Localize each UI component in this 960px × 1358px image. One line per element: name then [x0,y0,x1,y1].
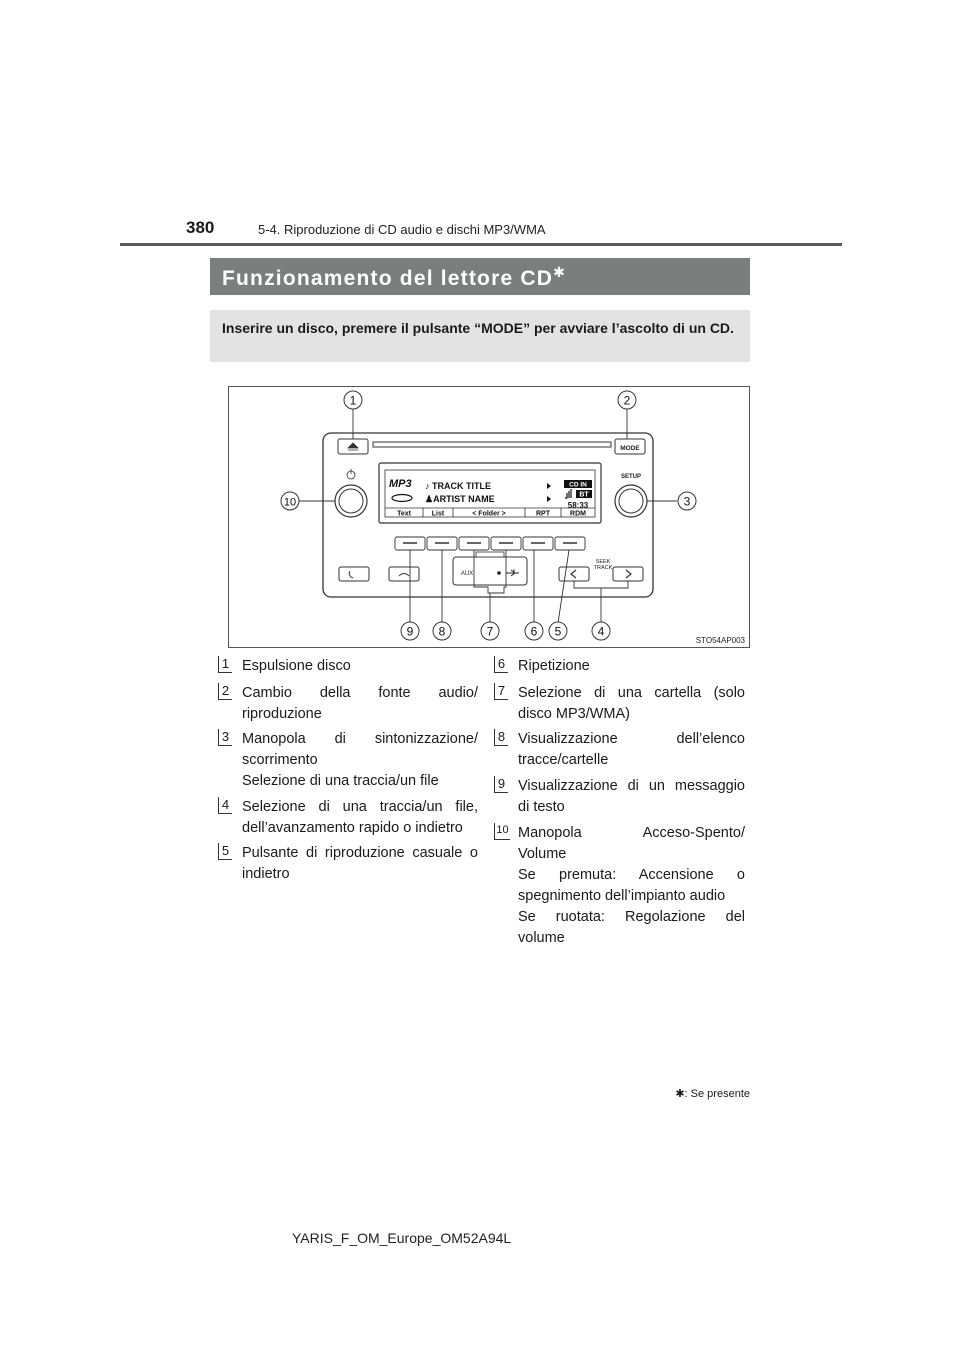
callout-5: 5 [554,624,562,639]
item-line: spegnimento dell’impianto audio [518,888,726,904]
item-line: Selezione di una traccia/un file, [242,799,478,815]
item-line: Manopola di sintonizzazione/ [242,731,478,747]
item-line: Manopola Acceso-Spento/ [518,825,745,841]
item-number: 7 [494,683,508,700]
page-title [222,264,566,291]
setup-label: SETUP [620,474,642,480]
seek-back-button [559,567,589,581]
softkey-rdm: RDM [570,510,586,518]
aux-label: AUX [460,571,474,577]
item-number: 5 [218,843,232,860]
item-line: volume [518,930,565,946]
item-line: Visualizzazione di un messaggio [518,778,745,794]
page-title-text: Funzionamento del lettore CD [222,267,554,290]
item-number: 6 [494,656,508,673]
item-number: 10 [494,823,510,840]
item-line: Ripetizione [518,658,590,674]
section-title: 5-4. Riproduzione di CD audio e dischi MP3/WMA [258,222,546,237]
seek-label: SEEK [595,559,611,565]
callout-1: 1 [349,393,357,408]
seek-forward-button [613,567,643,581]
callout-8: 8 [438,624,446,639]
item-number: 2 [218,683,232,700]
track-title: ♪ TRACK TITLE [425,481,491,491]
callout-7: 7 [486,624,494,639]
bt-label: BT [579,491,589,499]
item-number: 8 [494,729,508,746]
item-line: Espulsione disco [242,658,351,674]
softkey-list: List [431,510,445,518]
item-number: 3 [218,729,232,746]
radio-illustration [228,386,750,648]
softkey-rpt: RPT [536,510,550,518]
item-number: 9 [494,776,508,793]
callout-10: 10 [283,496,297,509]
softkey-text: Text [397,510,411,518]
item-line: Volume [518,846,567,862]
item-number: 1 [218,656,232,673]
intro-text: Inserire un disco, premere il pulsante “MODE” per avviare l’ascolto di un CD. [222,320,734,336]
callout-9: 9 [406,624,414,639]
item-line: Se premuta: Accensione o [518,867,745,883]
figure-code: STO54AP003 [695,636,745,645]
title-bar [210,258,750,295]
callout-4: 4 [597,624,605,639]
artist-name: ♟ARTIST NAME [425,494,495,504]
cd-in-label: CD IN [569,481,587,489]
volume-knob [335,485,367,517]
item-line: riproduzione [242,706,322,722]
track-label: TRACK [593,565,613,571]
item-line: indietro [242,866,290,882]
cd-slot [373,442,611,447]
aux-jack-icon [497,571,501,575]
item-line: dell’avanzamento rapido o indietro [242,820,463,836]
item-line: di testo [518,799,565,815]
item-line: scorrimento [242,752,318,768]
item-number: 4 [218,797,232,814]
callout-3: 3 [683,494,691,509]
item-line: Se ruotata: Regolazione del [518,909,745,925]
intro-box [210,310,750,362]
item-line: Cambio della fonte audio/ [242,685,478,701]
item-line: Selezione di una cartella (solo [518,685,745,701]
asterisk-icon: ✱ [553,264,567,280]
time-label: 58:33 [567,501,589,510]
item-line: tracce/cartelle [518,752,609,768]
page-number: 380 [186,218,215,237]
mode-label: MODE [620,445,640,452]
phone-answer-button [339,567,369,581]
item-line: Visualizzazione dell’elenco [518,731,745,747]
mp3-label: MP3 [389,478,412,490]
callout-2: 2 [623,393,631,408]
tune-knob [615,485,647,517]
footnote: ✱: Se presente [675,1088,750,1100]
item-line: disco MP3/WMA) [518,706,630,722]
header-rule [120,243,842,246]
item-line: Selezione di una traccia/un file [242,773,439,789]
document-code: YARIS_F_OM_Europe_OM52A94L [292,1230,512,1246]
item-line: Pulsante di riproduzione casuale o [242,845,478,861]
callout-6: 6 [530,624,538,639]
softkey-folder: < Folder > [472,510,506,518]
